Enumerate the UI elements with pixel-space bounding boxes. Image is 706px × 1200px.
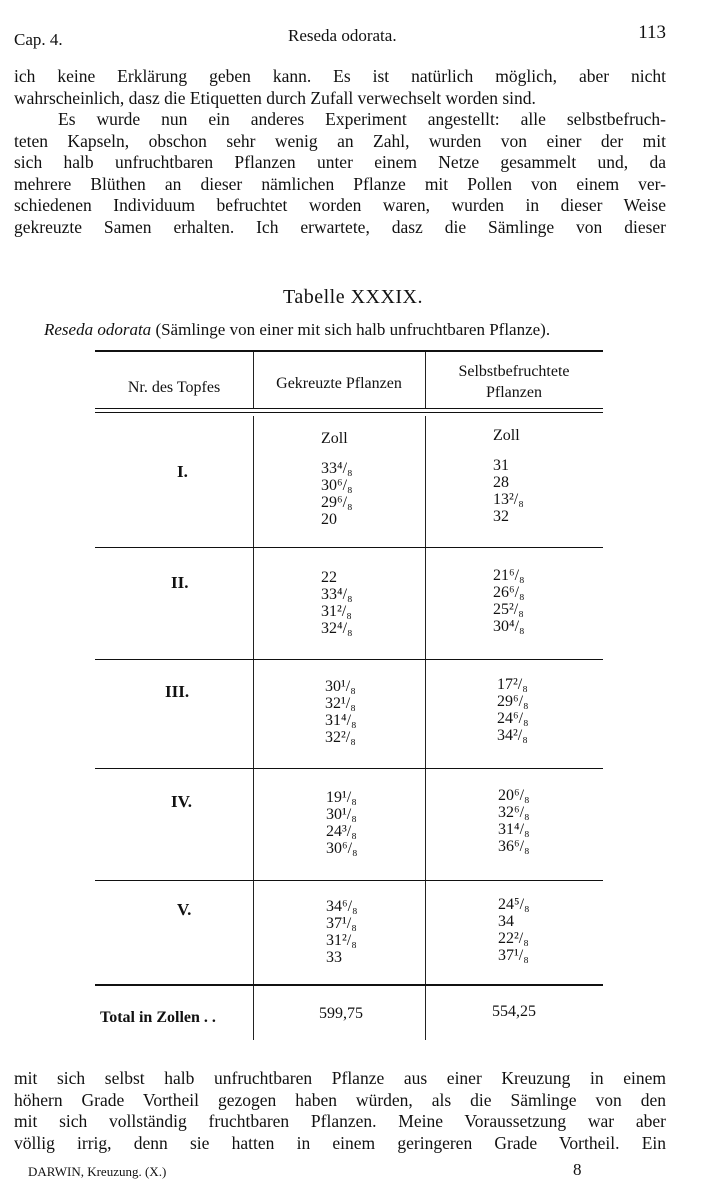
text-line: völlig irrig, denn sie hatten in einem geringeren Grade Vortheil. Ein [14,1132,666,1153]
self-value: 13²/₈ [493,491,524,508]
crossed-value: 31⁴/₈ [325,712,357,729]
crossed-value: 31²/₈ [326,932,357,949]
text-line: ich keine Erklärung geben kann. Es ist natürlich möglich, aber nicht [14,66,666,86]
crossed-value: 20 [321,511,337,528]
data-table [95,350,603,1050]
text-line: sich halb unfruchtbaren Pflanzen unter einem Netze gesammelt und, da [14,152,666,172]
column-divider [425,988,426,1040]
total-crossed: 599,75 [319,1005,363,1022]
chapter-label: Cap. 4. [14,30,63,49]
page-number: 113 [638,22,666,43]
header-self-fertilised: Selbstbefruchtete Pflanzen [458,363,570,401]
column-divider [253,416,254,1002]
caption-species: Reseda odorata [44,320,152,339]
running-title: Reseda odorata. [288,26,397,45]
group-label: III. [165,682,190,701]
self-value: 29⁶/₈ [497,693,529,710]
crossed-value: 29⁶/₈ [321,494,353,511]
header-rule [95,412,603,413]
group-label: V. [177,900,192,919]
self-value: 24⁵/₈ [498,896,530,913]
header-rule [95,408,603,409]
total-rule [95,984,603,986]
crossed-value: 33⁴/₈ [321,586,353,603]
self-value: 31⁴/₈ [498,821,530,838]
self-value: 30⁴/₈ [493,618,525,635]
self-value: 28 [493,474,509,491]
table-top-rule [95,350,603,352]
header-pot-number: Nr. des Topfes [127,379,221,396]
crossed-value: 30¹/₈ [325,678,356,695]
crossed-value: 34⁶/₈ [326,898,358,915]
crossed-value: 33 [326,949,342,966]
total-label: Total in Zollen . . [100,1009,216,1026]
crossed-value: 37¹/₈ [326,915,357,932]
bottom-paragraph [14,1068,666,1154]
crossed-value: 33⁴/₈ [321,460,353,477]
crossed-value: 30⁶/₈ [321,477,353,494]
self-value: 31 [493,457,509,474]
header-crossed: Gekreuzte Pflanzen [276,375,402,392]
running-head [14,22,666,48]
self-value: 25²/₈ [493,601,524,618]
text-line: wahrscheinlich, dasz die Etiquetten durch Zufall verwechselt worden sind. [14,87,536,108]
unit-crossed: Zoll [321,430,348,447]
self-value: 34²/₈ [497,727,528,744]
crossed-value: 32¹/₈ [325,695,356,712]
sheet-number: 8 [573,1160,582,1179]
self-value: 34 [498,913,514,930]
text-line: mit sich vollständig fruchtbaren Pflanzen. Meine Voraussetzung war aber [14,1111,666,1131]
self-value: 17²/₈ [497,676,528,693]
self-value: 32⁶/₈ [498,804,530,821]
column-divider [425,416,426,1002]
crossed-value: 30⁶/₈ [326,840,358,857]
crossed-value: 30¹/₈ [326,806,357,823]
self-value: 36⁶/₈ [498,838,530,855]
group-separator [95,768,603,769]
group-label: I. [177,462,188,481]
top-paragraph [14,66,666,238]
crossed-value: 32⁴/₈ [321,620,353,637]
self-value: 37¹/₈ [498,947,529,964]
self-value: 21⁶/₈ [493,567,525,584]
text-line: mit sich selbst halb unfruchtbaren Pflanze aus einer Kreuzung in einem [14,1068,666,1088]
group-label: II. [171,573,189,592]
crossed-value: 19¹/₈ [326,789,357,806]
group-separator [95,659,603,660]
self-value: 22²/₈ [498,930,529,947]
crossed-value: 22 [321,569,337,586]
total-self: 554,25 [492,1003,536,1020]
self-value: 24⁶/₈ [497,710,529,727]
text-line: höhern Grade Vortheil gezogen haben würden, als die Sämlinge von den [14,1089,666,1110]
text-line: mehrere Blüthen an dieser nämlichen Pflanze mit Pollen von einem ver- [14,173,666,194]
caption-text: (Sämlinge von einer mit sich halb unfruchtbaren Pflanze). [151,320,551,339]
group-label: IV. [171,792,192,811]
text-line: Es wurde nun ein anderes Experiment angestellt: alle selbstbefruch- [58,109,666,129]
group-separator [95,547,603,548]
column-divider [253,988,254,1040]
table-caption [44,320,550,340]
text-line: teten Kapseln, obschon sehr wenig an Zahl, wurden von einer der mit [14,130,666,151]
crossed-value: 31²/₈ [321,603,352,620]
self-value: 20⁶/₈ [498,787,530,804]
group-separator [95,880,603,881]
table-title: Tabelle XXXIX. [283,286,423,308]
text-line: gekreuzte Samen erhalten. Ich erwartete, dasz die Sämlinge von dieser [14,216,666,237]
crossed-value: 24³/₈ [326,823,357,840]
signature-mark: DARWIN, Kreuzung. (X.) [28,1164,167,1179]
text-line: schiedenen Individuum befruchtet worden waren, wurden in dieser Weise [14,195,666,215]
self-value: 26⁶/₈ [493,584,525,601]
crossed-value: 32²/₈ [325,729,356,746]
unit-self: Zoll [493,427,520,444]
self-value: 32 [493,508,509,525]
